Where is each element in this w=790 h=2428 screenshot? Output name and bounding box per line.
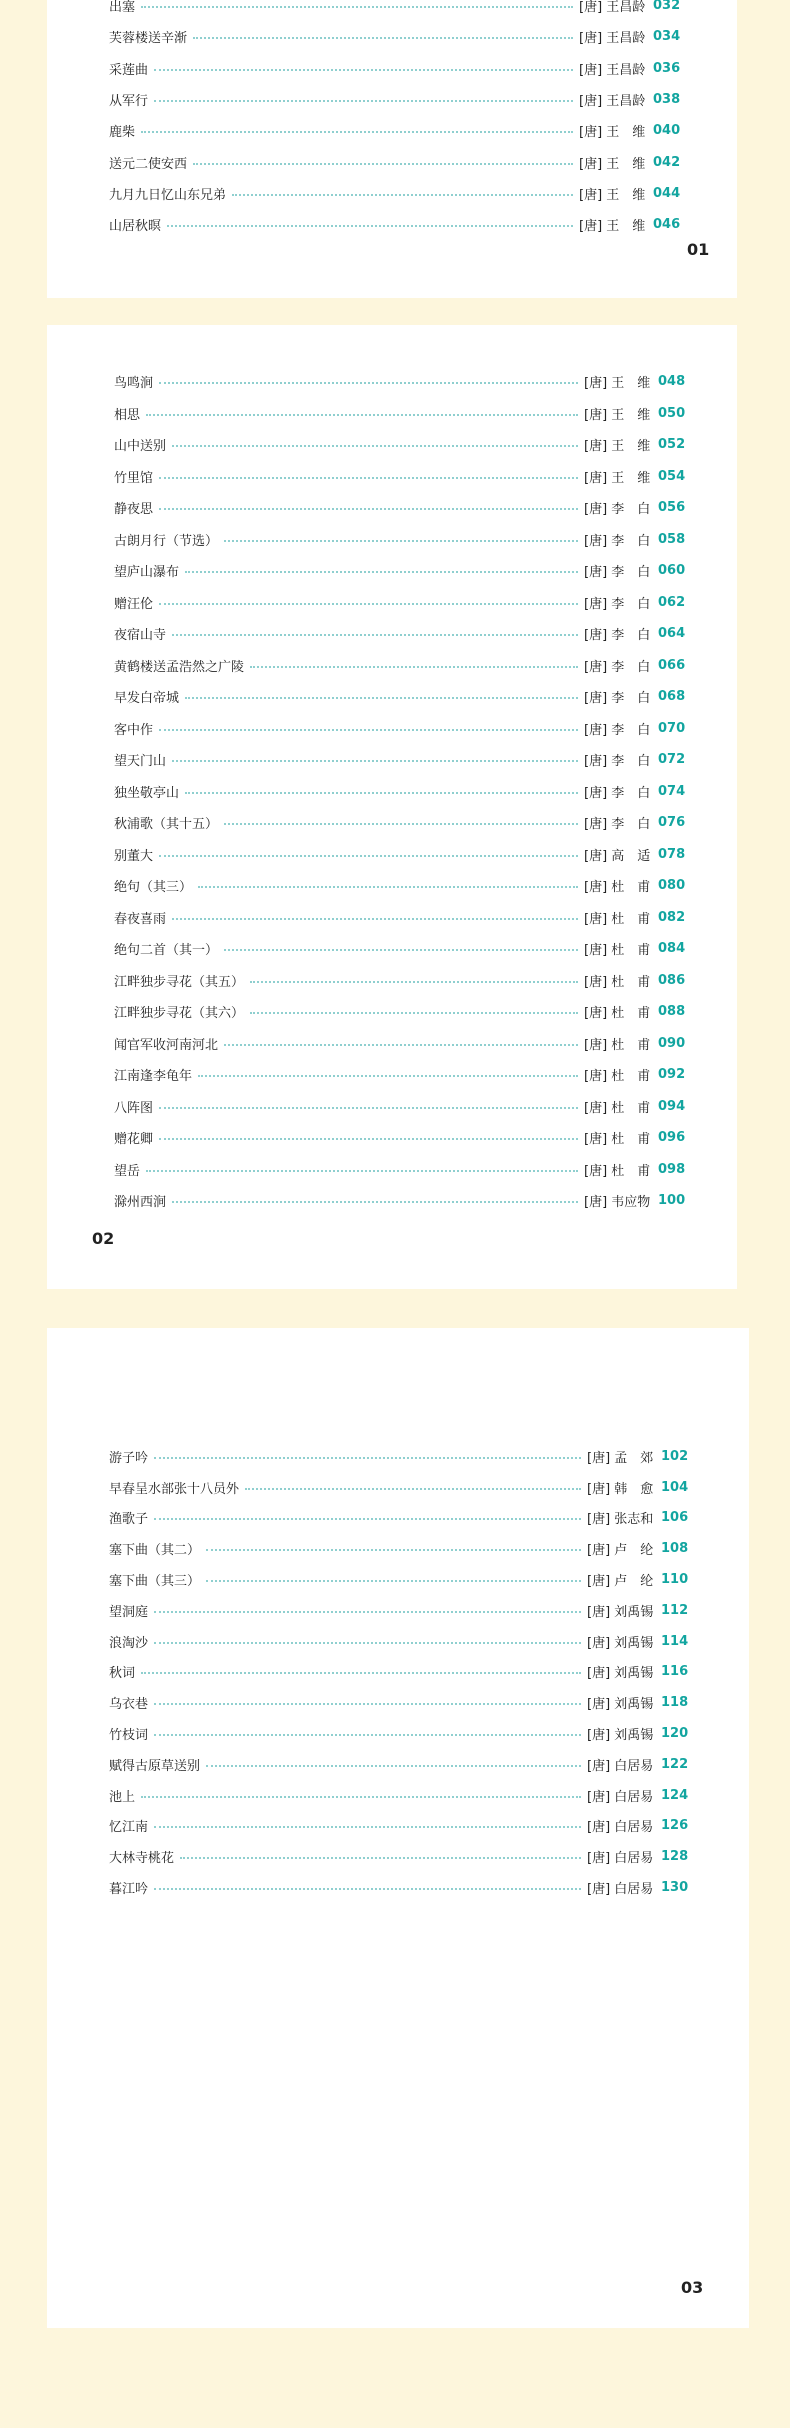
- toc-entry[interactable]: [109, 209, 681, 240]
- entry-author: [唐] 王昌龄: [579, 0, 646, 16]
- entry-title: 赠汪伦: [114, 596, 154, 612]
- toc-entry[interactable]: [109, 1564, 689, 1595]
- entry-title: 大林寺桃花: [109, 1851, 175, 1867]
- entry-author: [唐] 王昌龄: [579, 94, 646, 110]
- entry-author: [唐] 杜 甫: [584, 911, 651, 927]
- leader-dots: [159, 1138, 578, 1140]
- entry-page-number: 078: [658, 846, 686, 862]
- entry-page-number: 110: [661, 1572, 689, 1588]
- leader-dots: [141, 131, 573, 133]
- entry-title: 独坐敬亭山: [114, 785, 180, 801]
- toc-entry[interactable]: [114, 1059, 686, 1091]
- toc-entry[interactable]: [114, 429, 686, 461]
- leader-dots: [154, 1734, 581, 1736]
- leader-dots: [146, 414, 578, 416]
- toc-entry[interactable]: [114, 492, 686, 524]
- toc-entry[interactable]: [114, 933, 686, 965]
- leader-dots: [154, 69, 573, 71]
- entry-page-number: 080: [658, 878, 686, 894]
- entry-title: 古朗月行（节选）: [114, 533, 219, 549]
- leader-dots: [198, 886, 578, 888]
- entry-title: 江南逢李龟年: [114, 1069, 193, 1085]
- leader-dots: [172, 634, 578, 636]
- entry-title: 相思: [114, 407, 141, 423]
- entry-page-number: 068: [658, 689, 686, 705]
- toc-entry[interactable]: [114, 524, 686, 556]
- entry-author: [唐] 王 维: [584, 376, 651, 392]
- toc-entry[interactable]: [114, 366, 686, 398]
- leader-dots: [141, 1796, 581, 1798]
- toc-entry[interactable]: [114, 839, 686, 871]
- entry-author: [唐] 王 维: [579, 125, 646, 141]
- entry-author: [唐] 刘禹锡: [587, 1697, 654, 1713]
- entry-title: 望洞庭: [109, 1604, 149, 1620]
- toc-entry[interactable]: [114, 555, 686, 587]
- leader-dots: [159, 508, 578, 510]
- leader-dots: [154, 1642, 581, 1644]
- entry-author: [唐] 韩 愈: [587, 1481, 654, 1497]
- entry-title: 塞下曲（其三）: [109, 1574, 201, 1590]
- entry-title: 黄鹤楼送孟浩然之广陵: [114, 659, 245, 675]
- entry-author: [唐] 白居易: [587, 1758, 654, 1774]
- entry-author: [唐] 卢 纶: [587, 1543, 654, 1559]
- leader-dots: [185, 792, 578, 794]
- entry-author: [唐] 李 白: [584, 596, 651, 612]
- toc-entry[interactable]: [109, 21, 681, 52]
- entry-page-number: 114: [661, 1633, 689, 1649]
- toc-entry[interactable]: [109, 1657, 689, 1688]
- entry-title: 滁州西涧: [114, 1195, 167, 1211]
- toc-entry[interactable]: [114, 996, 686, 1028]
- leader-dots: [224, 949, 578, 951]
- leader-dots: [198, 1075, 578, 1077]
- entry-page-number: 088: [658, 1004, 686, 1020]
- leader-dots: [159, 477, 578, 479]
- leader-dots: [141, 6, 573, 8]
- entry-author: [唐] 刘禹锡: [587, 1635, 654, 1651]
- leader-dots: [154, 1457, 581, 1459]
- leader-dots: [159, 729, 578, 731]
- entry-author: [唐] 韦应物: [584, 1195, 651, 1211]
- entry-page-number: 122: [661, 1756, 689, 1772]
- entry-page-number: 084: [658, 941, 686, 957]
- leader-dots: [224, 1044, 578, 1046]
- toc-entry[interactable]: [109, 1841, 689, 1872]
- leader-dots: [185, 571, 578, 573]
- entry-author: [唐] 刘禹锡: [587, 1728, 654, 1744]
- entry-title: 江畔独步寻花（其五）: [114, 974, 245, 990]
- leader-dots: [154, 1888, 581, 1890]
- toc-entry[interactable]: [114, 398, 686, 430]
- toc-entry[interactable]: [114, 744, 686, 776]
- entry-title: 春夜喜雨: [114, 911, 167, 927]
- toc-entry[interactable]: [114, 1122, 686, 1154]
- toc-entry[interactable]: [109, 1687, 689, 1718]
- entry-title: 竹枝词: [109, 1728, 149, 1744]
- entry-author: [唐] 白居易: [587, 1882, 654, 1898]
- entry-author: [唐] 李 白: [584, 754, 651, 770]
- toc-entry[interactable]: [114, 1185, 686, 1217]
- entry-author: [唐] 杜 甫: [584, 974, 651, 990]
- entry-author: [唐] 杜 甫: [584, 1163, 651, 1179]
- entry-page-number: 128: [661, 1849, 689, 1865]
- toc-entry[interactable]: [114, 650, 686, 682]
- entry-title: 秋浦歌（其十五）: [114, 817, 219, 833]
- entry-title: 芙蓉楼送辛渐: [109, 31, 188, 47]
- entry-title: 望天门山: [114, 754, 167, 770]
- entry-title: 绝句（其三）: [114, 880, 193, 896]
- entry-page-number: 046: [653, 217, 681, 233]
- toc-entry[interactable]: [114, 902, 686, 934]
- entry-author: [唐] 杜 甫: [584, 1100, 651, 1116]
- entry-title: 出塞: [109, 0, 136, 16]
- leader-dots: [180, 1857, 581, 1859]
- entry-title: 游子吟: [109, 1450, 149, 1466]
- entry-page-number: 118: [661, 1695, 689, 1711]
- entry-author: [唐] 李 白: [584, 722, 651, 738]
- entry-title: 忆江南: [109, 1820, 149, 1836]
- entry-page-number: 116: [661, 1664, 689, 1680]
- entry-author: [唐] 李 白: [584, 628, 651, 644]
- entry-title: 从军行: [109, 94, 149, 110]
- entry-author: [唐] 白居易: [587, 1820, 654, 1836]
- leader-dots: [172, 1201, 578, 1203]
- entry-page-number: 086: [658, 972, 686, 988]
- leader-dots: [193, 37, 573, 39]
- entry-page-number: 096: [658, 1130, 686, 1146]
- entry-author: [唐] 杜 甫: [584, 1006, 651, 1022]
- entry-author: [唐] 张志和: [587, 1512, 654, 1528]
- entry-page-number: 106: [661, 1510, 689, 1526]
- leader-dots: [206, 1549, 581, 1551]
- leader-dots: [193, 163, 573, 165]
- entry-page-number: 034: [653, 29, 681, 45]
- entry-title: 赠花卿: [114, 1132, 154, 1148]
- entry-page-number: 124: [661, 1787, 689, 1803]
- entry-author: [唐] 王昌龄: [579, 31, 646, 47]
- toc-entry[interactable]: [114, 965, 686, 997]
- entry-title: 山居秋暝: [109, 219, 162, 235]
- entry-title: 客中作: [114, 722, 154, 738]
- entry-title: 秋词: [109, 1666, 136, 1682]
- entry-page-number: 130: [661, 1880, 689, 1896]
- entry-page-number: 060: [658, 563, 686, 579]
- entry-title: 山中送别: [114, 439, 167, 455]
- entry-author: [唐] 李 白: [584, 502, 651, 518]
- toc-entry[interactable]: [109, 1811, 689, 1842]
- entry-page-number: 098: [658, 1161, 686, 1177]
- leader-dots: [232, 194, 573, 196]
- toc-entry[interactable]: [114, 681, 686, 713]
- entry-page-number: 090: [658, 1035, 686, 1051]
- entry-page-number: 050: [658, 405, 686, 421]
- leader-dots: [172, 445, 578, 447]
- entry-page-number: 112: [661, 1602, 689, 1618]
- toc-entry[interactable]: [109, 1749, 689, 1780]
- toc-entry[interactable]: [109, 1503, 689, 1534]
- entry-author: [唐] 杜 甫: [584, 1069, 651, 1085]
- entry-author: [唐] 高 适: [584, 848, 651, 864]
- entry-title: 早发白帝城: [114, 691, 180, 707]
- toc-entry[interactable]: [114, 1154, 686, 1186]
- entry-author: [唐] 刘禹锡: [587, 1666, 654, 1682]
- entry-title: 静夜思: [114, 502, 154, 518]
- entry-page-number: 040: [653, 123, 681, 139]
- toc-entry[interactable]: [114, 776, 686, 808]
- entry-title: 望庐山瀑布: [114, 565, 180, 581]
- entry-page-number: 072: [658, 752, 686, 768]
- entry-title: 采莲曲: [109, 62, 149, 78]
- entry-title: 竹里馆: [114, 470, 154, 486]
- leader-dots: [154, 1703, 581, 1705]
- leader-dots: [185, 697, 578, 699]
- toc-entry[interactable]: [109, 146, 681, 177]
- entry-title: 九月九日忆山东兄弟: [109, 187, 227, 203]
- toc-entry[interactable]: [114, 713, 686, 745]
- leader-dots: [224, 540, 578, 542]
- entry-page-number: 108: [661, 1541, 689, 1557]
- entry-page-number: 052: [658, 437, 686, 453]
- entry-page-number: 056: [658, 500, 686, 516]
- page-number-1: 01: [687, 240, 710, 259]
- leader-dots: [250, 666, 578, 668]
- entry-author: [唐] 白居易: [587, 1789, 654, 1805]
- leader-dots: [245, 1488, 581, 1490]
- leader-dots: [159, 1107, 578, 1109]
- entry-title: 渔歌子: [109, 1512, 149, 1528]
- toc-entry[interactable]: [114, 807, 686, 839]
- entry-page-number: 070: [658, 720, 686, 736]
- entry-page-number: 042: [653, 154, 681, 170]
- toc-entry[interactable]: [114, 870, 686, 902]
- entry-author: [唐] 刘禹锡: [587, 1604, 654, 1620]
- toc-entry[interactable]: [109, 1626, 689, 1657]
- toc-page-2: [47, 325, 737, 1289]
- entry-title: 八阵图: [114, 1100, 154, 1116]
- toc-entry[interactable]: [114, 587, 686, 619]
- entry-page-number: 064: [658, 626, 686, 642]
- toc-entry[interactable]: [109, 178, 681, 209]
- entry-author: [唐] 李 白: [584, 817, 651, 833]
- leader-dots: [172, 918, 578, 920]
- entry-title: 送元二使安西: [109, 156, 188, 172]
- leader-dots: [154, 1611, 581, 1613]
- entry-title: 鹿柴: [109, 125, 136, 141]
- entry-page-number: 048: [658, 374, 686, 390]
- entry-author: [唐] 杜 甫: [584, 1132, 651, 1148]
- leader-dots: [167, 225, 573, 227]
- entry-page-number: 082: [658, 909, 686, 925]
- entry-page-number: 032: [653, 0, 681, 14]
- toc-entry[interactable]: [109, 53, 681, 84]
- toc-list-3: [109, 1441, 689, 1903]
- toc-entry[interactable]: [109, 0, 681, 21]
- entry-title: 池上: [109, 1789, 136, 1805]
- entry-title: 闻官军收河南河北: [114, 1037, 219, 1053]
- entry-page-number: 100: [658, 1193, 686, 1209]
- toc-entry[interactable]: [109, 1872, 689, 1903]
- entry-page-number: 038: [653, 92, 681, 108]
- entry-page-number: 094: [658, 1098, 686, 1114]
- toc-entry[interactable]: [109, 1441, 689, 1472]
- entry-page-number: 044: [653, 185, 681, 201]
- entry-author: [唐] 杜 甫: [584, 943, 651, 959]
- leader-dots: [250, 981, 578, 983]
- entry-page-number: 054: [658, 468, 686, 484]
- toc-entry[interactable]: [109, 1472, 689, 1503]
- entry-author: [唐] 李 白: [584, 785, 651, 801]
- toc-entry[interactable]: [109, 115, 681, 146]
- leader-dots: [159, 603, 578, 605]
- toc-entry[interactable]: [109, 1780, 689, 1811]
- toc-entry[interactable]: [109, 84, 681, 115]
- leader-dots: [159, 382, 578, 384]
- leader-dots: [146, 1170, 578, 1172]
- entry-author: [唐] 卢 纶: [587, 1574, 654, 1590]
- leader-dots: [206, 1580, 581, 1582]
- entry-page-number: 126: [661, 1818, 689, 1834]
- leader-dots: [206, 1765, 581, 1767]
- entry-author: [唐] 王昌龄: [579, 62, 646, 78]
- entry-title: 塞下曲（其二）: [109, 1543, 201, 1559]
- entry-author: [唐] 李 白: [584, 533, 651, 549]
- entry-author: [唐] 王 维: [579, 187, 646, 203]
- entry-title: 鸟鸣涧: [114, 376, 154, 392]
- entry-author: [唐] 李 白: [584, 565, 651, 581]
- entry-title: 浪淘沙: [109, 1635, 149, 1651]
- entry-author: [唐] 李 白: [584, 659, 651, 675]
- entry-title: 绝句二首（其一）: [114, 943, 219, 959]
- entry-page-number: 074: [658, 783, 686, 799]
- entry-page-number: 066: [658, 657, 686, 673]
- entry-title: 暮江吟: [109, 1882, 149, 1898]
- page-number-3: 03: [681, 2278, 704, 2297]
- entry-page-number: 062: [658, 594, 686, 610]
- leader-dots: [224, 823, 578, 825]
- toc-entry[interactable]: [114, 1028, 686, 1060]
- entry-title: 望岳: [114, 1163, 141, 1179]
- leader-dots: [159, 855, 578, 857]
- entry-page-number: 036: [653, 60, 681, 76]
- entry-title: 早春呈水部张十八员外: [109, 1481, 240, 1497]
- entry-author: [唐] 王 维: [579, 219, 646, 235]
- leader-dots: [154, 1826, 581, 1828]
- toc-entry[interactable]: [109, 1595, 689, 1626]
- leader-dots: [141, 1672, 581, 1674]
- entry-author: [唐] 白居易: [587, 1851, 654, 1867]
- entry-author: [唐] 李 白: [584, 691, 651, 707]
- entry-author: [唐] 王 维: [584, 407, 651, 423]
- toc-list-1: [109, 0, 681, 240]
- leader-dots: [154, 100, 573, 102]
- entry-page-number: 076: [658, 815, 686, 831]
- entry-title: 夜宿山寺: [114, 628, 167, 644]
- entry-author: [唐] 王 维: [584, 439, 651, 455]
- entry-author: [唐] 孟 郊: [587, 1450, 654, 1466]
- entry-title: 赋得古原草送别: [109, 1758, 201, 1774]
- toc-entry[interactable]: [109, 1533, 689, 1564]
- toc-entry[interactable]: [114, 1091, 686, 1123]
- toc-entry[interactable]: [114, 461, 686, 493]
- toc-entry[interactable]: [109, 1718, 689, 1749]
- toc-page-3: [47, 1328, 749, 2328]
- leader-dots: [172, 760, 578, 762]
- entry-page-number: 092: [658, 1067, 686, 1083]
- entry-author: [唐] 杜 甫: [584, 1037, 651, 1053]
- entry-title: 乌衣巷: [109, 1697, 149, 1713]
- page-number-2: 02: [92, 1229, 115, 1248]
- entry-author: [唐] 王 维: [579, 156, 646, 172]
- toc-page-1: [47, 0, 737, 298]
- entry-author: [唐] 杜 甫: [584, 880, 651, 896]
- entry-title: 江畔独步寻花（其六）: [114, 1006, 245, 1022]
- toc-list-2: [114, 366, 686, 1217]
- toc-entry[interactable]: [114, 618, 686, 650]
- entry-page-number: 102: [661, 1448, 689, 1464]
- entry-page-number: 120: [661, 1726, 689, 1742]
- entry-page-number: 058: [658, 531, 686, 547]
- leader-dots: [154, 1518, 581, 1520]
- entry-author: [唐] 王 维: [584, 470, 651, 486]
- entry-title: 别董大: [114, 848, 154, 864]
- leader-dots: [250, 1012, 578, 1014]
- entry-page-number: 104: [661, 1479, 689, 1495]
